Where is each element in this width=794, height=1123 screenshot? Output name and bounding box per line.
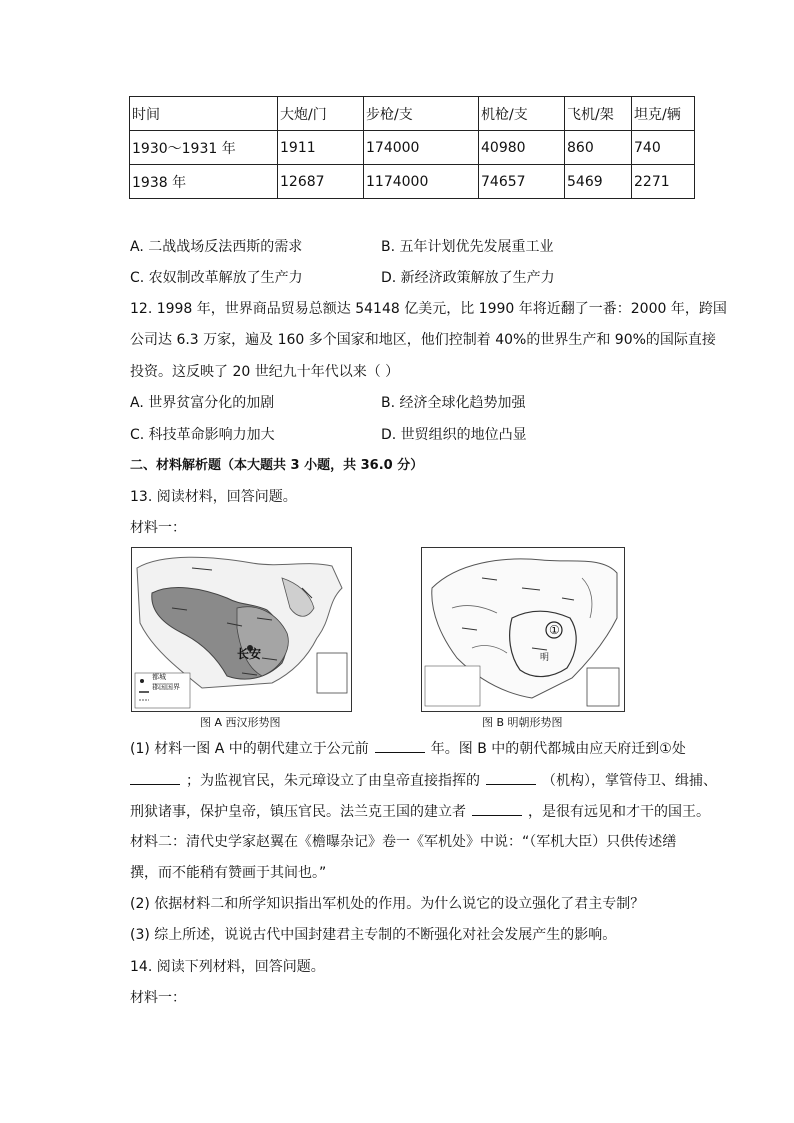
table-cell: 5469: [565, 165, 632, 199]
material-label: 材料一：: [130, 520, 186, 536]
material-2-text: 撰，而不能稍有赞画于其间也。”: [130, 865, 327, 881]
map-city-label: 长安: [237, 647, 262, 661]
material-2-text: 材料二：清代史学家赵翼在《檐曝杂记》卷一《军机处》中说：“（军机大臣）只供传述缮: [130, 834, 677, 850]
table-cell: 12687: [278, 165, 364, 199]
q12-option-d: D. 世贸组织的地位凸显: [381, 427, 527, 443]
table-header-cell: 步枪/支: [364, 97, 479, 131]
map-legend-label: 郡国国界: [152, 683, 180, 691]
table-cell: 860: [565, 131, 632, 165]
table-row: [130, 131, 695, 165]
table-cell: 1930～1931 年: [130, 131, 278, 165]
q12-option-c: C. 科技革命影响力加大: [130, 427, 275, 443]
q13-subq2: (2) 依据材料二和所学知识指出军机处的作用。为什么说它的设立强化了君主专制？: [130, 896, 645, 912]
q14-title: 14. 阅读下列材料，回答问题。: [130, 959, 325, 975]
q11-option-c: C. 农奴制改革解放了生产力: [130, 270, 303, 286]
q13-subq1-text: ；为监视官民，朱元璋设立了由皇帝直接指挥的: [186, 773, 480, 789]
section-heading: 二、材料解析题（本大题共 3 小题，共 36.0 分）: [130, 458, 424, 473]
map-a-caption: 图 A 西汉形势图: [200, 716, 281, 729]
table-cell: 2271: [632, 165, 695, 199]
q13-subq1-line: [130, 738, 686, 759]
q11-option-b: B. 五年计划优先发展重工业: [381, 239, 554, 255]
q12-text-line: 公司达 6.3 万家，遍及 160 多个国家和地区，他们控制着 40%的世界生产和 90%的国际直接: [130, 332, 716, 348]
q13-subq3: (3) 综上所述，说说古代中国封建君主专制的不断强化对社会发展产生的影响。: [130, 927, 617, 943]
q13-subq1-line: [130, 801, 710, 822]
table-cell: 1174000: [364, 165, 479, 199]
q13-subq1-text: 刑狱诸事，保护皇帝，镇压官民。法兰克王国的建立者: [130, 804, 466, 820]
map-b-caption: 图 B 明朝形势图: [482, 716, 563, 729]
table-cell: 40980: [479, 131, 565, 165]
q13-subq1-text: （机构），掌管侍卫、缉捕、: [542, 773, 717, 789]
map-country-label: 明: [540, 653, 550, 663]
table-cell: 1938 年: [130, 165, 278, 199]
map-marker-circled-1: ①: [549, 623, 560, 637]
table-header-row: [130, 97, 695, 131]
q12-text-line: 投资。这反映了 20 世纪九十年代以来（ ）: [130, 364, 400, 380]
q12-text-line: 12. 1998 年，世界商品贸易总额达 54148 亿美元，比 1990 年将近翻了一番：2000 年，跨国: [130, 301, 727, 317]
weapons-table: [129, 96, 695, 199]
answer-blank[interactable]: [486, 770, 536, 785]
table-header-cell: 机枪/支: [479, 97, 565, 131]
material-label: 材料一：: [130, 990, 186, 1006]
table-cell: 174000: [364, 131, 479, 165]
map-legend-label: 都城: [152, 673, 166, 681]
q13-subq1-line: [130, 770, 717, 791]
q13-subq1-text: 年。图 B 中的朝代都城由应天府迁到①处: [430, 741, 686, 757]
map-western-han: [131, 547, 352, 712]
table-cell: 74657: [479, 165, 565, 199]
table-cell: 1911: [278, 131, 364, 165]
table-header-cell: 坦克/辆: [632, 97, 695, 131]
q11-option-d: D. 新经济政策解放了生产力: [381, 270, 555, 286]
answer-blank[interactable]: [472, 801, 522, 816]
table-row: [130, 165, 695, 199]
q12-option-b: B. 经济全球化趋势加强: [381, 395, 526, 411]
map-ming-dynasty: [421, 547, 625, 712]
answer-blank[interactable]: [130, 770, 180, 785]
table-cell: 740: [632, 131, 695, 165]
q13-subq1-text: ，是很有远见和才干的国王。: [528, 804, 710, 820]
q12-option-a: A. 世界贫富分化的加剧: [130, 395, 275, 411]
table-header-cell: 飞机/架: [565, 97, 632, 131]
q13-subq1-text: (1) 材料一图 A 中的朝代建立于公元前: [130, 741, 369, 757]
table-header-cell: 大炮/门: [278, 97, 364, 131]
q11-option-a: A. 二战战场反法西斯的需求: [130, 239, 303, 255]
table-header-cell: 时间: [130, 97, 278, 131]
q13-title: 13. 阅读材料，回答问题。: [130, 489, 297, 505]
answer-blank[interactable]: [375, 738, 425, 753]
